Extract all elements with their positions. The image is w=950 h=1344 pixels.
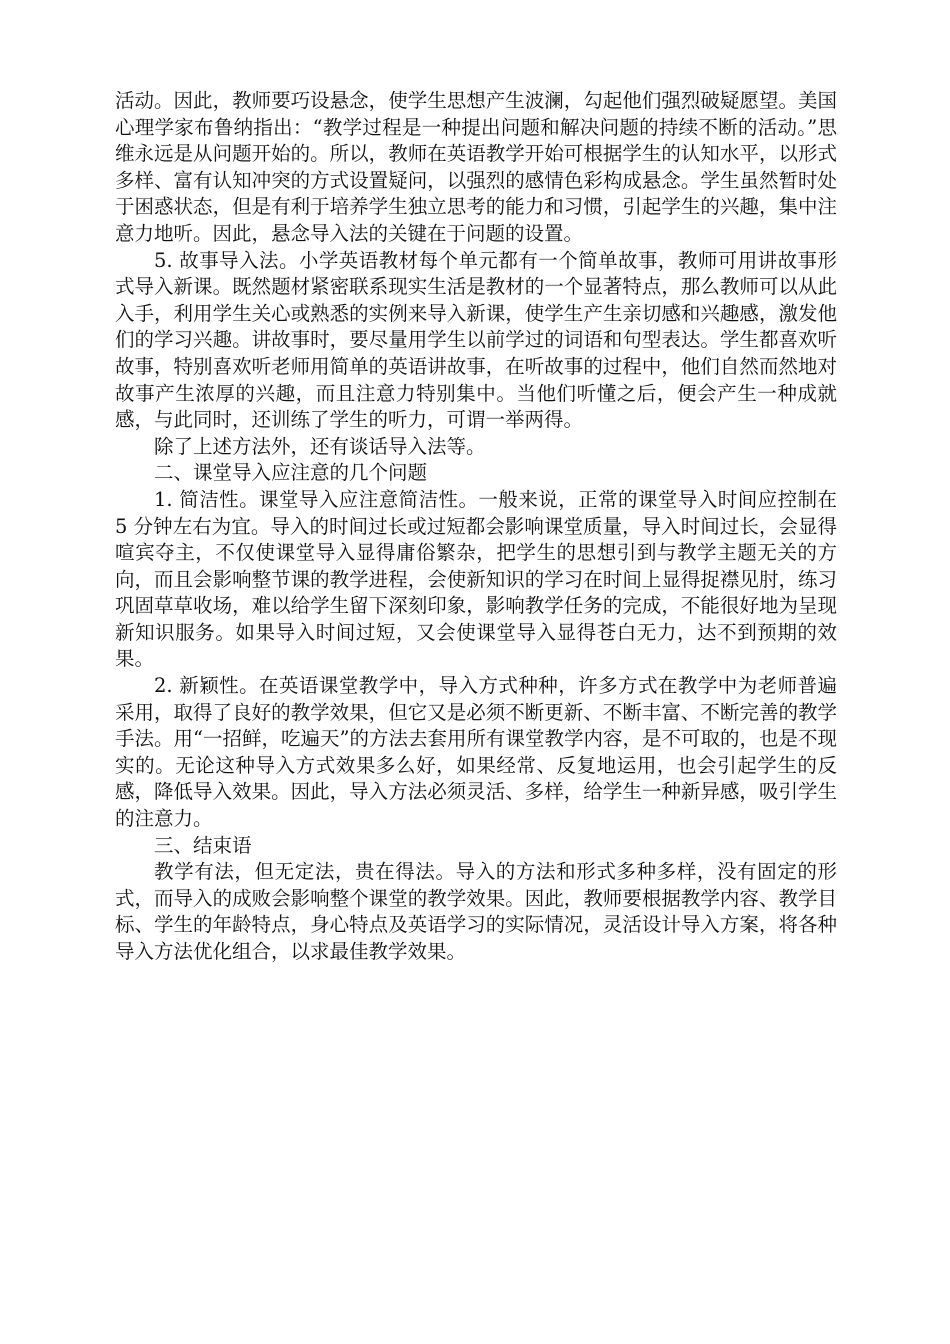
paragraph-novelty: 2. 新颖性。在英语课堂教学中，导入方式种种，许多方式在教学中为老师普遍采用，取得了良好的教学效果，但它又是必须不断更新、不断丰富、不断完善的教学手法。用“一招鲜，吃遍天”的方法去套用所有课堂教学内容，是不可取的，也是不现实的。无论这种导入方式效果多么好，如果经常、反复地运用，也会引起学生的反感，降低导入效果。因此，导入方法必须灵活、多样，给学生一种新异感，吸引学生的注意力。	[115, 674, 837, 831]
paragraph-other-methods: 除了上述方法外，还有谈话导入法等。	[154, 434, 486, 458]
section-heading-issues: 二、课堂导入应注意的几个问题	[154, 461, 428, 485]
document-body	[115, 88, 837, 966]
section-heading-conclusion: 三、结束语	[154, 833, 252, 857]
paragraph-conciseness: 1. 简洁性。课堂导入应注意简洁性。一般来说，正常的课堂导入时间应控制在 5 分钟左右为宜。导入的时间过长或过短都会影响课堂质量，导入时间过长，会显得喧宾夺主，不仅使课堂导入显得庸俗繁杂，把学生的思想引到与教学主题无关的方向，而且会影响整节课的教学进程，会使新知识的学习在时间上显得捉襟见肘，练习巩固草草收场，难以给学生留下深刻印象，影响教学任务的完成，不能很好地为呈现新知识服务。如果导入时间过短，又会使课堂导入显得苍白无力，达不到预期的效果。	[115, 487, 837, 671]
paragraph-suspense-continued: 活动。因此，教师要巧设悬念，使学生思想产生波澜，勾起他们强烈破疑愿望。美国心理学家布鲁纳指出：“教学过程是一种提出问题和解决问题的持续不断的活动。”思维永远是从问题开始的。所以，教师在英语教学开始可根据学生的认知水平，以形式多样、富有认知冲突的方式设置疑问，以强烈的感情色彩构成悬念。学生虽然暂时处于困惑状态，但是有利于培养学生独立思考的能力和习惯，引起学生的兴趣，集中注意力地听。因此，悬念导入法的关键在于问题的设置。	[115, 89, 837, 245]
paragraph-conclusion: 教学有法，但无定法，贵在得法。导入的方法和形式多种多样，没有固定的形式，而导入的成败会影响整个课堂的教学效果。因此，教师要根据教学内容、教学目标、学生的年龄特点，身心特点及英语学习的实际情况，灵活设计导入方案，将各种导入方法优化组合，以求最佳教学效果。	[115, 860, 837, 963]
paragraph-story-method: 5. 故事导入法。小学英语教材每个单元都有一个简单故事，教师可用讲故事形式导入新课。既然题材紧密联系现实生活是教材的一个显著特点，那么教师可以从此入手，利用学生关心或熟悉的实例来导入新课，使学生产生亲切感和兴趣感，激发他们的学习兴趣。讲故事时，要尽量用学生以前学过的词语和句型表达。学生都喜欢听故事，特别喜欢听老师用简单的英语讲故事，在听故事的过程中，他们自然而然地对故事产生浓厚的兴趣，而且注意力特别集中。当他们听懂之后，便会产生一种成就感，与此同时，还训练了学生的听力，可谓一举两得。	[115, 248, 837, 432]
